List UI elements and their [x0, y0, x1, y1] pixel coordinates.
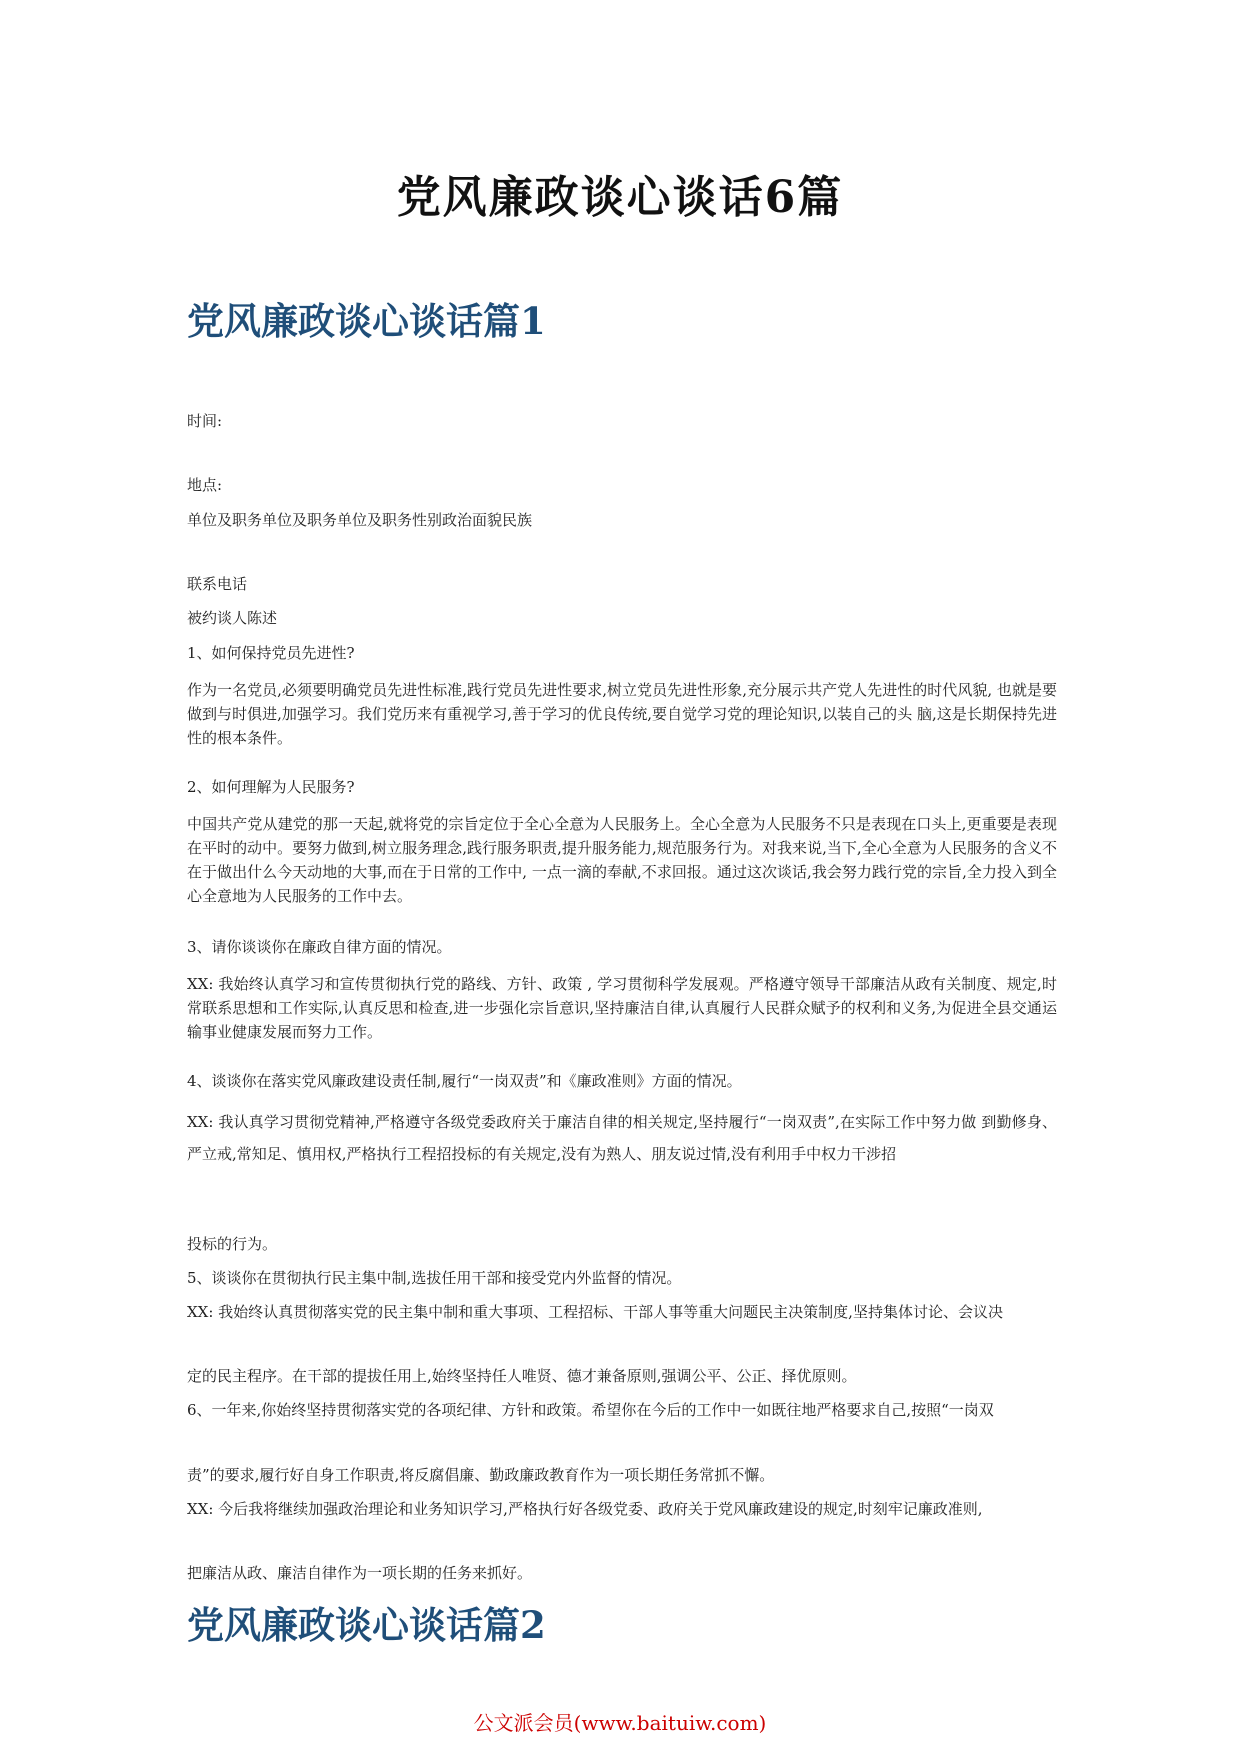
answer-5-part-1: XX: 我始终认真贯彻落实党的民主集中制和重大事项、工程招标、干部人事等重大问题民主决策制度,坚持集体讨论、会议决 — [187, 1303, 1003, 1321]
question-5: 5、谈谈你在贯彻执行民主集中制,选拔任用干部和接受党内外监督的情况。 — [187, 1269, 682, 1287]
question-3: 3、请你谈谈你在廉政自律方面的情况。 — [187, 938, 452, 956]
section-1-title: 党风廉政谈心谈话篇1 — [187, 299, 546, 343]
answer-3: XX: 我始终认真学习和宣传贯彻执行党的路线、方针、政策 , 学习贯彻科学发展观。严格遵守领导干部廉洁从政有关制度、规定,时常联系思想和工作实际,认真反思和检查,进一步强化宗旨意识,坚持廉洁自律,认真履行人民群众赋予的权利和义务,为促进全县交通运输事业健康发展而努力工作。 — [187, 975, 1057, 1041]
question-6-part-1: 6、一年来,你始终坚持贯彻落实党的各项纪律、方针和政策。希望你在今后的工作中一如既往地严格要求自己,按照“一岗双 — [187, 1401, 994, 1419]
question-1: 1、如何保持党员先进性? — [187, 644, 355, 662]
answer-4-part-2: 投标的行为。 — [187, 1235, 278, 1253]
time-label: 时间: — [187, 412, 223, 430]
question-4: 4、谈谈你在落实党风廉政建设责任制,履行“一岗双责”和《廉政准则》方面的情况。 — [187, 1072, 742, 1090]
phone-label: 联系电话 — [187, 575, 248, 593]
interviewee-label: 被约谈人陈述 — [187, 609, 278, 627]
place-label: 地点: — [187, 476, 223, 494]
question-6-part-2: 责”的要求,履行好自身工作职责,将反腐倡廉、勤政廉政教育作为一项长期任务常抓不懈。 — [187, 1466, 775, 1484]
answer-6-part-2: 把廉洁从政、廉洁自律作为一项长期的任务来抓好。 — [187, 1564, 533, 1582]
answer-1: 作为一名党员,必须要明确党员先进性标准,践行党员先进性要求,树立党员先进性形象,充分展示共产党人先进性的时代风貌, 也就是要做到与时俱进,加强学习。我们党历来有重视学习,善于学习的优良传统,要自觉学习党的理论知识,以装自己的头 脑,这是长期保持先进性的根本条件。 — [187, 681, 1057, 747]
info-fields: 单位及职务单位及职务单位及职务性别政治面貌民族 — [187, 511, 533, 529]
question-2: 2、如何理解为人民服务? — [187, 778, 355, 796]
section-2-title: 党风廉政谈心谈话篇2 — [187, 1603, 546, 1647]
footer-watermark: 公文派会员(www.baituiw.com) — [473, 1711, 767, 1735]
answer-5-part-2: 定的民主程序。在干部的提拔任用上,始终坚持任人唯贤、德才兼备原则,强调公平、公正、择优原则。 — [187, 1367, 857, 1385]
answer-4-part-1: XX: 我认真学习贯彻党精神,严格遵守各级党委政府关于廉洁自律的相关规定,坚持履行“一岗双责”,在实际工作中努力做 到勤修身、严立戒,常知足、慎用权,严格执行工程招投标的有关规定,没有为熟人、朋友说过情,没有利用手中权力干涉招 — [187, 1113, 1057, 1163]
document-title: 党风廉政谈心谈话6篇 — [396, 172, 844, 223]
answer-2: 中国共产党从建党的那一天起,就将党的宗旨定位于全心全意为人民服务上。全心全意为人民服务不只是表现在口头上,更重要是表现在平时的动中。要努力做到,树立服务理念,践行服务职责,提升服务能力,规范服务行为。对我来说,当下,全心全意为人民服务的含义不在于做出什么今天动地的大事,而在于日常的工作中, 一点一滴的奉献,不求回报。通过这次谈话,我会努力践行党的宗旨,全力投入到全心全意地为人民服务的工作中去。 — [187, 815, 1057, 905]
answer-6-part-1: XX: 今后我将继续加强政治理论和业务知识学习,严格执行好各级党委、政府关于党风廉政建设的规定,时刻牢记廉政准则, — [187, 1500, 983, 1518]
